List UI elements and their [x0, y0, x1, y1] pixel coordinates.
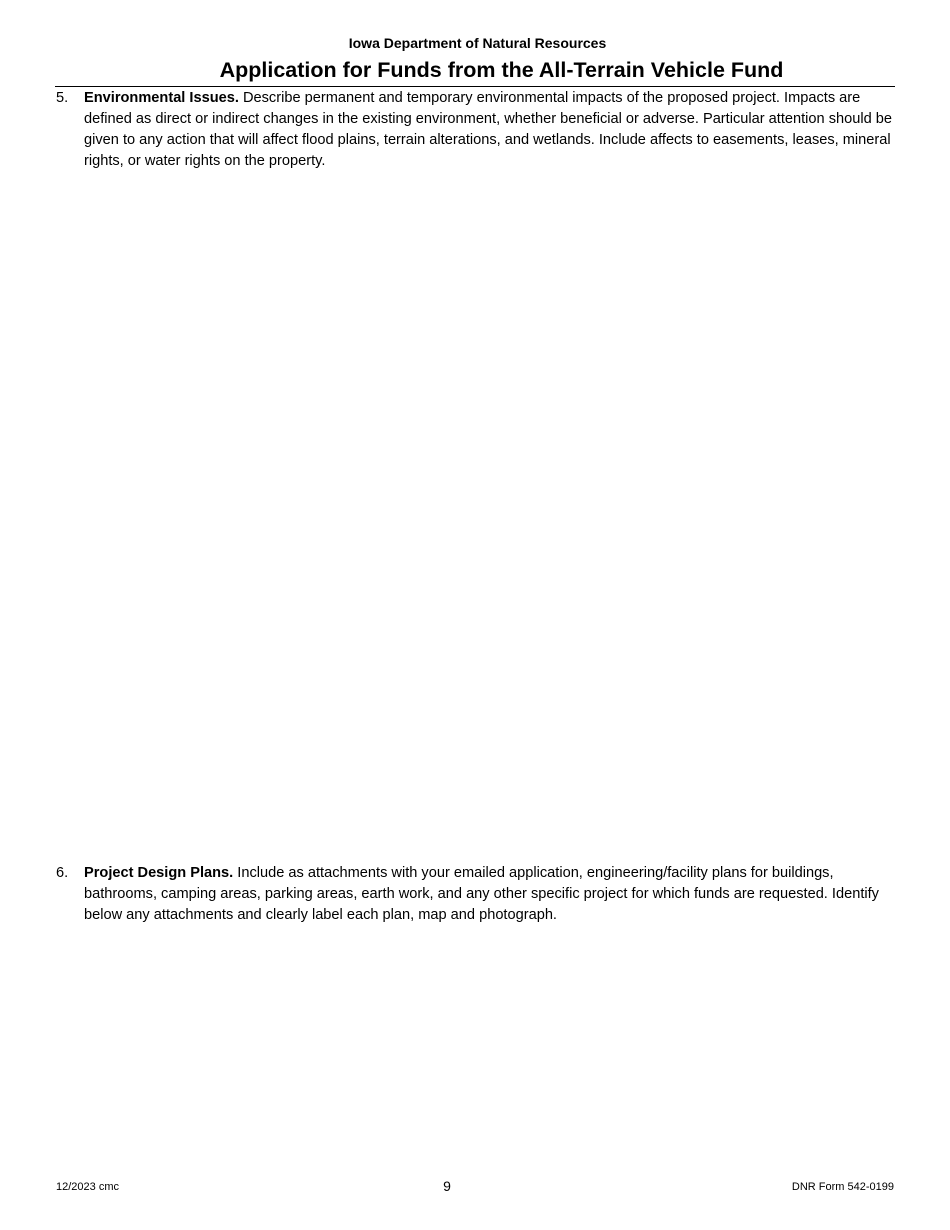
question-heading: Project Design Plans. — [84, 865, 234, 881]
question-body: Include as attachments with your emailed application, engineering/facility plans for buildings, bathrooms, camping areas, parking areas, earth work, and any other specific project for which funds are requested. Identify below any attachments and clearly label each plan, map and photograph. — [84, 865, 879, 923]
question-text — [84, 88, 896, 172]
page-number: 9 — [443, 1178, 451, 1194]
footer-form-number: DNR Form 542-0199 — [791, 1181, 894, 1193]
question-environmental-issues — [56, 88, 896, 172]
question-project-design-plans — [56, 863, 896, 926]
agency-name: Iowa Department of Natural Resources — [348, 35, 607, 51]
question-number: 6. — [56, 865, 69, 881]
environmental-issues-answer-field[interactable] — [84, 180, 894, 850]
form-title: Application for Funds from the All-Terrain Vehicle Fund — [219, 58, 784, 82]
question-text — [84, 863, 896, 926]
footer-date-code: 12/2023 cmc — [56, 1181, 119, 1193]
question-number: 5. — [56, 90, 69, 106]
question-heading: Environmental Issues. — [84, 90, 239, 106]
project-design-plans-answer-field[interactable] — [84, 935, 894, 1160]
question-body: Describe permanent and temporary environmental impacts of the proposed project. Impacts are defined as direct or indirect changes in the existing environment, whether beneficial or adverse. Particular attention should be given to any action that will affect flood plains, terrain alterations, and wetlands. Include affects to easements, leases, mineral rights, or water rights on the property. — [84, 90, 892, 169]
title-divider — [55, 86, 895, 87]
